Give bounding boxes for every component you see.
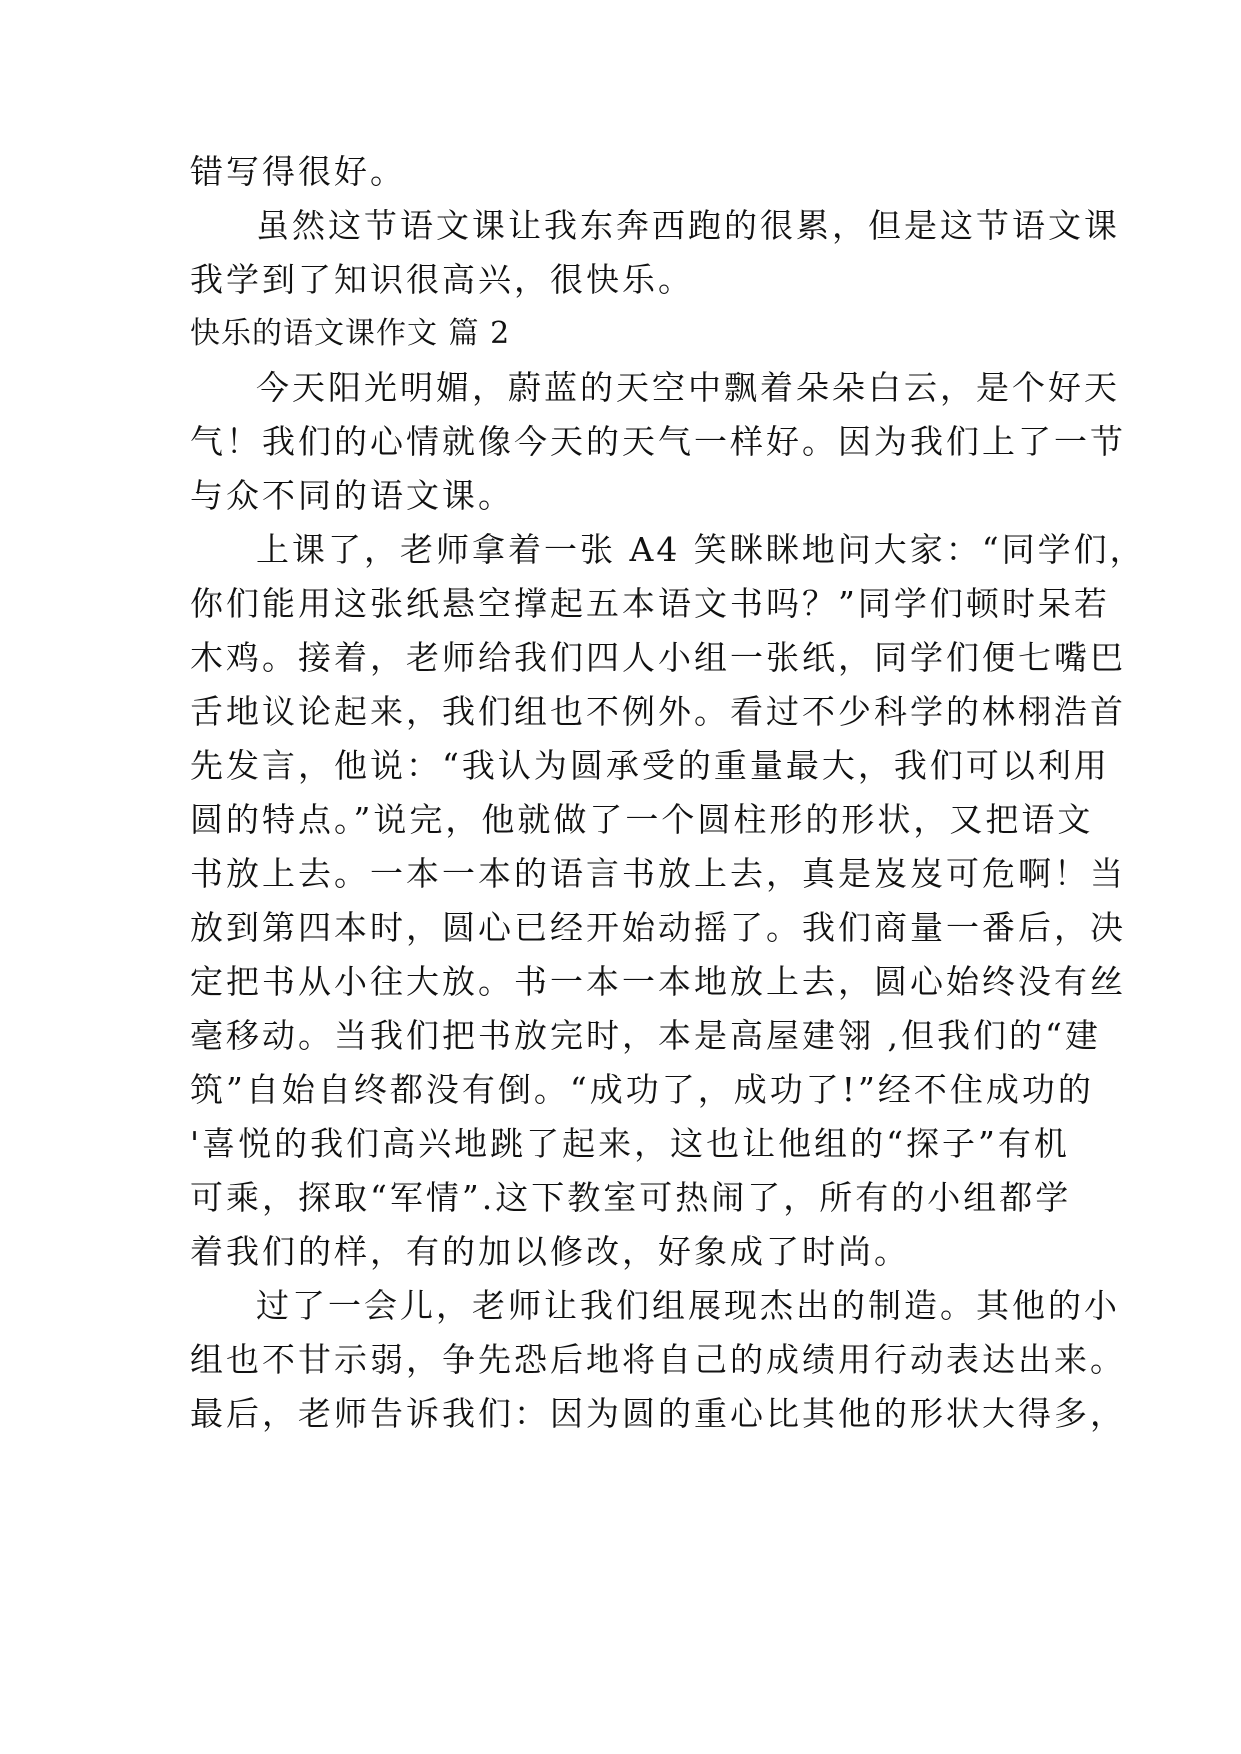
text-line: 上课了，老师拿着一张 A4 笑眯眯地问大家：“同学们， (256, 530, 1146, 569)
text-line: 最后，老师告诉我们：因为圆的重心比其他的形状大得多， (190, 1394, 1126, 1433)
text-line: 组也不甘示弱，争先恐后地将自己的成绩用行动表达出来。 (190, 1340, 1126, 1379)
section-heading: 快乐的语文课作文 篇 2 (190, 316, 511, 351)
text-line: 着我们的样，有的加以修改，好象成了时尚。 (190, 1232, 910, 1271)
text-line: 毫移动。当我们把书放完时，本是高屋建翎 ,但我们的“建 (190, 1016, 1101, 1055)
text-line: 木鸡。接着，老师给我们四人小组一张纸，同学们便七嘴巴 (190, 638, 1126, 677)
text-line: 圆的特点。”说完，他就做了一个圆柱形的形状，又把语文 (190, 800, 1094, 839)
text-line: 气！我们的心情就像今天的天气一样好。因为我们上了一节 (190, 422, 1126, 461)
text-line: 我学到了知识很高兴，很快乐。 (190, 260, 694, 299)
text-line: '喜悦的我们高兴地跳了起来，这也让他组的“探子”有机 (190, 1124, 1070, 1163)
text-line: 错写得很好。 (190, 152, 406, 191)
text-line: 你们能用这张纸悬空撑起五本语文书吗？”同学们顿时呆若 (190, 584, 1110, 623)
text-line: 定把书从小往大放。书一本一本地放上去，圆心始终没有丝 (190, 962, 1126, 1001)
text-line: 书放上去。一本一本的语言书放上去，真是岌岌可危啊！当 (190, 854, 1126, 893)
text-line: 舌地议论起来，我们组也不例外。看过不少科学的林栩浩首 (190, 692, 1126, 731)
text-line: 先发言，他说：“我认为圆承受的重量最大，我们可以利用 (190, 746, 1110, 785)
text-line: 放到第四本时，圆心已经开始动摇了。我们商量一番后，决 (190, 908, 1126, 947)
text-line: 与众不同的语文课。 (190, 476, 514, 515)
text-line: 可乘，探取“军情”.这下教室可热闹了，所有的小组都学 (190, 1178, 1072, 1217)
text-line: 今天阳光明媚，蔚蓝的天空中飘着朵朵白云，是个好天 (256, 368, 1120, 407)
text-line: 过了一会儿，老师让我们组展现杰出的制造。其他的小 (256, 1286, 1120, 1325)
text-line: 筑”自始自终都没有倒。“成功了，成功了!”经不住成功的 (190, 1070, 1094, 1109)
text-line: 虽然这节语文课让我东奔西跑的很累，但是这节语文课 (256, 206, 1120, 245)
